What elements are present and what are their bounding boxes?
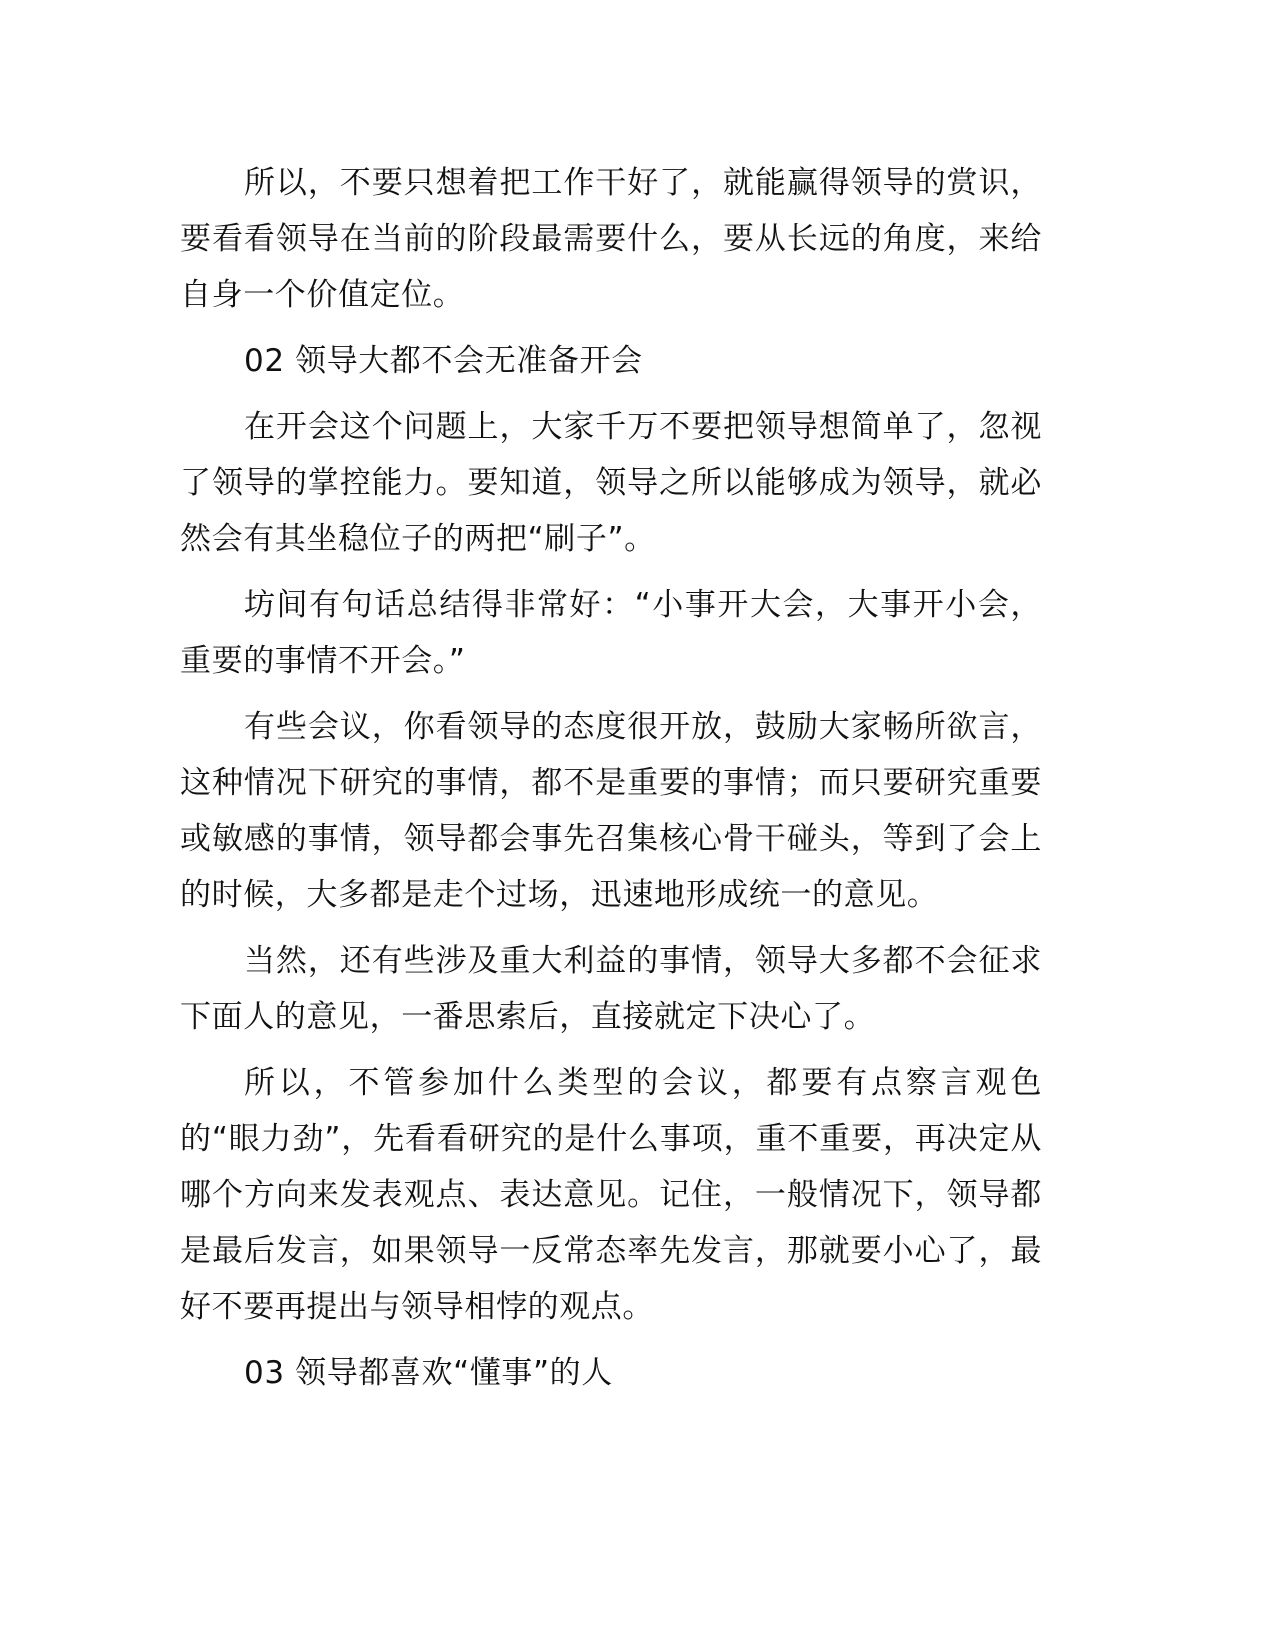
- section-heading-03: 03 领导都喜欢“懂事”的人: [244, 1355, 613, 1391]
- paragraph-1: 所以，不要只想着把工作干好了，就能赢得领导的赏识，要看看领导在当前的阶段最需要什么，要从长远的角度，来给自身一个价值定位。: [180, 165, 1042, 313]
- section-heading-02: 02 领导大都不会无准备开会: [244, 343, 643, 379]
- body-text: [180, 155, 1042, 1411]
- paragraph-3: 坊间有句话总结得非常好：“小事开大会，大事开小会，重要的事情不开会。”: [180, 587, 1042, 679]
- paragraph-2: 在开会这个问题上，大家千万不要把领导想简单了，忽视了领导的掌控能力。要知道，领导之所以能够成为领导，就必然会有其坐稳位子的两把“刷子”。: [180, 409, 1042, 557]
- paragraph-5: 当然，还有些涉及重大利益的事情，领导大多都不会征求下面人的意见，一番思索后，直接就定下决心了。: [180, 943, 1042, 1035]
- paragraph-4: 有些会议，你看领导的态度很开放，鼓励大家畅所欲言，这种情况下研究的事情，都不是重要的事情；而只要研究重要或敏感的事情，领导都会事先召集核心骨干碰头，等到了会上的时候，大多都是走个过场，迅速地形成统一的意见。: [180, 709, 1042, 913]
- paragraph-6: 所以，不管参加什么类型的会议，都要有点察言观色的“眼力劲”，先看看研究的是什么事项，重不重要，再决定从哪个方向来发表观点、表达意见。记住，一般情况下，领导都是最后发言，如果领导一反常态率先发言，那就要小心了，最好不要再提出与领导相悖的观点。: [180, 1065, 1042, 1325]
